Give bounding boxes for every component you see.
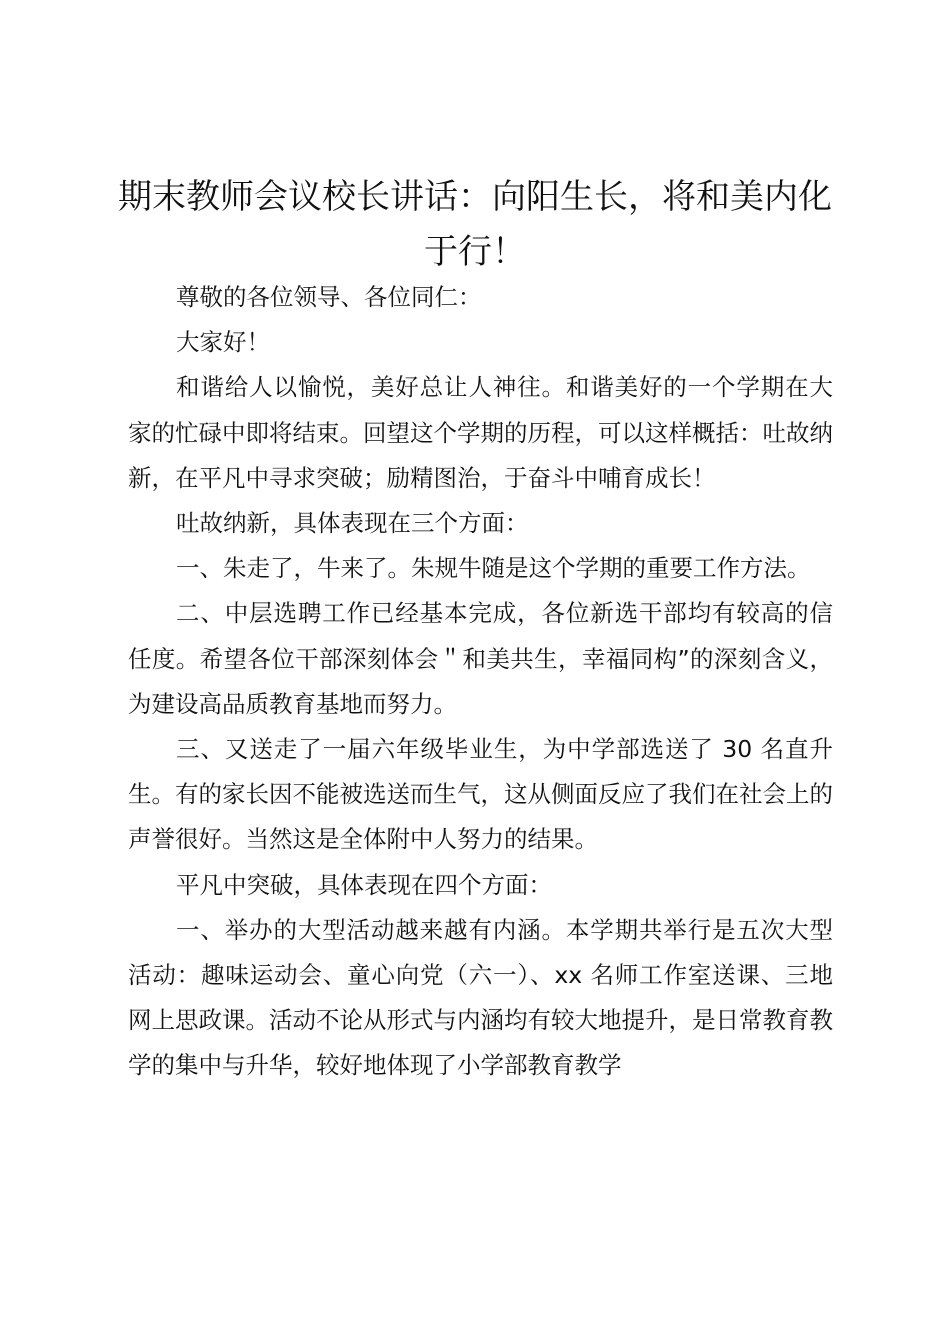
body-paragraph: 和谐给人以愉悦，美好总让人神往。和谐美好的一个学期在大家的忙碌中即将结束。回望这个学期的历程，可以这样概括：吐故纳新，在平凡中寻求突破；励精图治，于奋斗中哺育成长！ [128, 373, 833, 492]
section-heading: 吐故纳新，具体表现在三个方面： [176, 509, 529, 538]
section-heading: 平凡中突破，具体表现在四个方面： [176, 870, 552, 899]
document-body [128, 275, 833, 1089]
document-title: 期末教师会议校长讲话：向阳生长，将和美内化于行！ [118, 177, 832, 272]
greeting: 大家好！ [176, 328, 270, 357]
salutation: 尊敬的各位领导、各位同仁： [176, 283, 482, 311]
body-paragraph: 一、朱走了，牛来了。朱规牛随是这个学期的重要工作方法。 [176, 554, 811, 583]
body-paragraph: 三、又送走了一届六年级毕业生，为中学部选送了 30 名直升生。有的家长因不能被选送而生气，这从侧面反应了我们在社会上的声誉很好。当然这是全体附中人努力的结果。 [128, 735, 833, 854]
body-paragraph: 一、举办的大型活动越来越有内涵。本学期共举行是五次大型活动：趣味运动会、童心向党（六一）、xx 名师工作室送课、三地网上思政课。活动不论从形式与内涵均有较大地提升，是日常教育教学的集中与升华，较好地体现了小学部教育教学 [128, 915, 833, 1080]
body-paragraph: 二、中层选聘工作已经基本完成，各位新选干部均有较高的信任度。希望各位干部深刻体会＂和美共生，幸福同构”的深刻含义，为建设高品质教育基地而努力。 [128, 599, 833, 718]
